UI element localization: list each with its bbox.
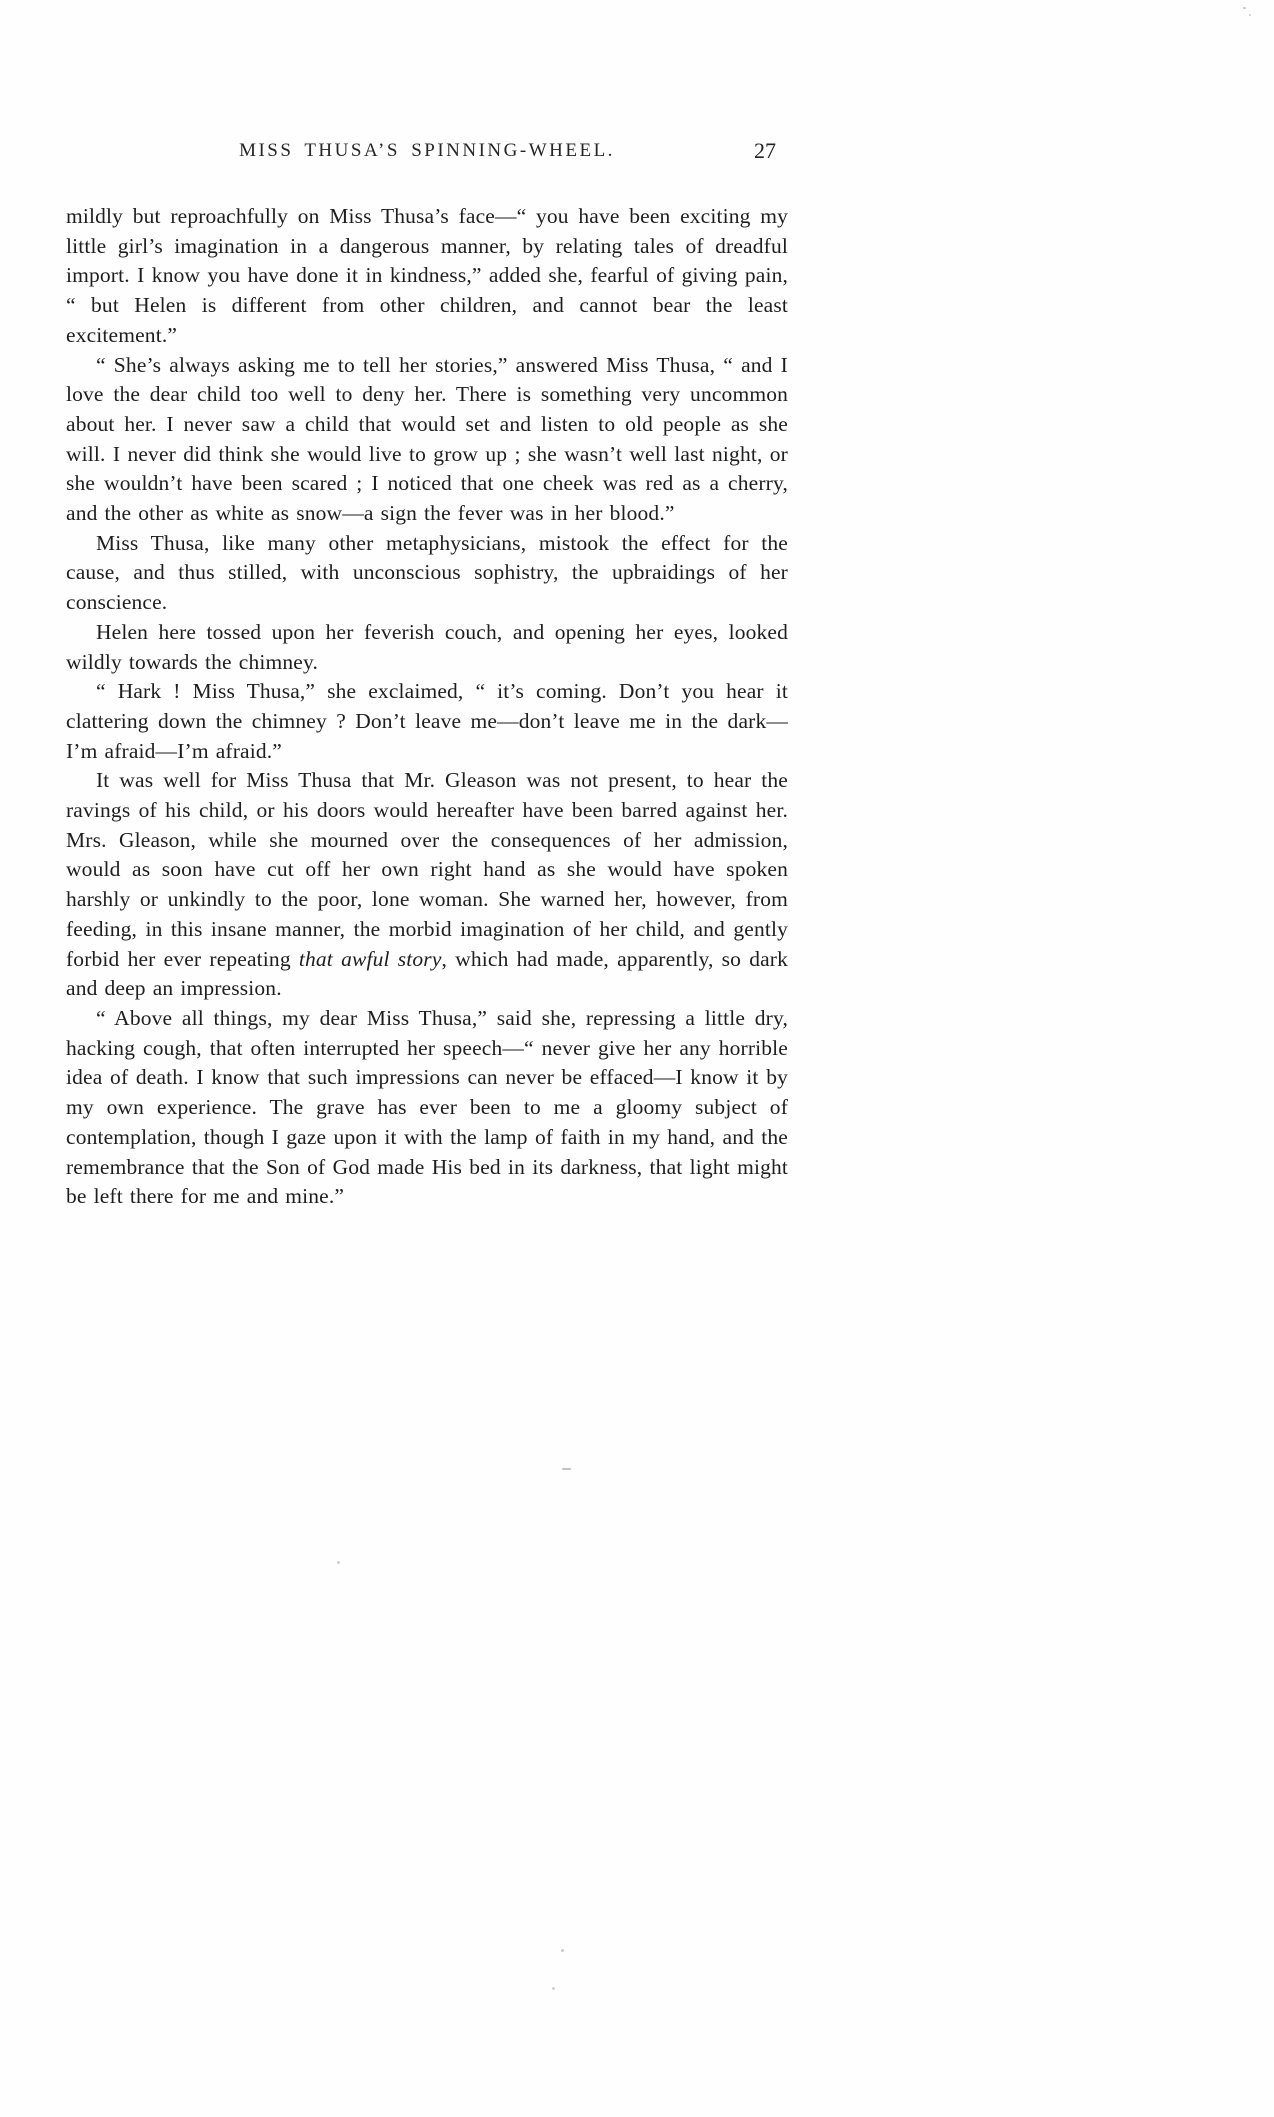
paragraph: mildly but reproachfully on Miss Thusa’s face—“ you have been exciting my little girl’s imagination in a dangerous manner, by relating tales of dreadful import. I know you have done it in kindness,” added she, fearful of giving pain, “ but Helen is different from other children, and cannot bear the least excitement.” bbox=[66, 204, 788, 347]
paragraph: “ Above all things, my dear Miss Thusa,” said she, repressing a little dry, hacking cough, that often interrupted her speech—“ never give her any horrible idea of death. I know that such impressions can never be effaced—I know it by my own experience. The grave has ever been to me a gloomy subject of contemplation, though I gaze upon it with the lamp of faith in my hand, and the remembrance that the Son of God made His bed in its darkness, that light might be left there for me and mine.” bbox=[66, 1005, 788, 1209]
scan-speck bbox=[562, 1468, 571, 1470]
paragraph: “ She’s always asking me to tell her stories,” answered Miss Thusa, “ and I love the dear child too well to deny her. There is something very uncommon about her. I never saw a child that would set and listen to old people as she will. I never did think she would live to grow up ; she wasn’t well last night, or she wouldn’t have been scared ; I noticed that one cheek was red as a cherry, and the other as white as snow—a sign the fever was in her blood.” bbox=[66, 352, 788, 526]
scan-speck bbox=[1249, 14, 1251, 16]
text-column bbox=[66, 140, 788, 1212]
scan-speck bbox=[1243, 7, 1246, 9]
italic-phrase: that awful story bbox=[298, 946, 442, 971]
paragraph: “ Hark ! Miss Thusa,” she exclaimed, “ it’s coming. Don’t you hear it clattering down the chimney ? Don’t leave me—don’t leave me in the dark—I’m afraid—I’m afraid.” bbox=[66, 679, 788, 763]
paragraph-segment: , which had made, apparently, so dark and deep an impression. bbox=[66, 946, 788, 1001]
scan-speck bbox=[337, 1561, 340, 1564]
paragraph: Helen here tossed upon her feverish couch, and opening her eyes, looked wildly towards the chimney. bbox=[66, 619, 788, 674]
page-header bbox=[66, 140, 788, 172]
scan-speck bbox=[552, 1987, 555, 1990]
scan-speck bbox=[561, 1949, 564, 1952]
page-number: 27 bbox=[754, 138, 776, 163]
body-text bbox=[66, 202, 788, 1212]
paragraph: Miss Thusa, like many other metaphysicians, mistook the effect for the cause, and thus stilled, with unconscious sophistry, the upbraidings of her conscience. bbox=[66, 530, 788, 615]
running-title: MISS THUSA’S SPINNING-WHEEL. bbox=[239, 140, 615, 161]
paragraph bbox=[66, 766, 788, 1004]
paragraph-segment: It was well for Miss Thusa that Mr. Gleason was not present, to hear the ravings of his child, or his doors would hereafter have been barred against her. Mrs. Gleason, while she mourned over the consequences of her admission, would as soon have cut off her own right hand as she would have spoken harshly or unkindly to the poor, lone woman. She warned her, however, from feeding, in this insane manner, the morbid imagination of her child, and gently forbid her ever repeating bbox=[66, 768, 788, 971]
